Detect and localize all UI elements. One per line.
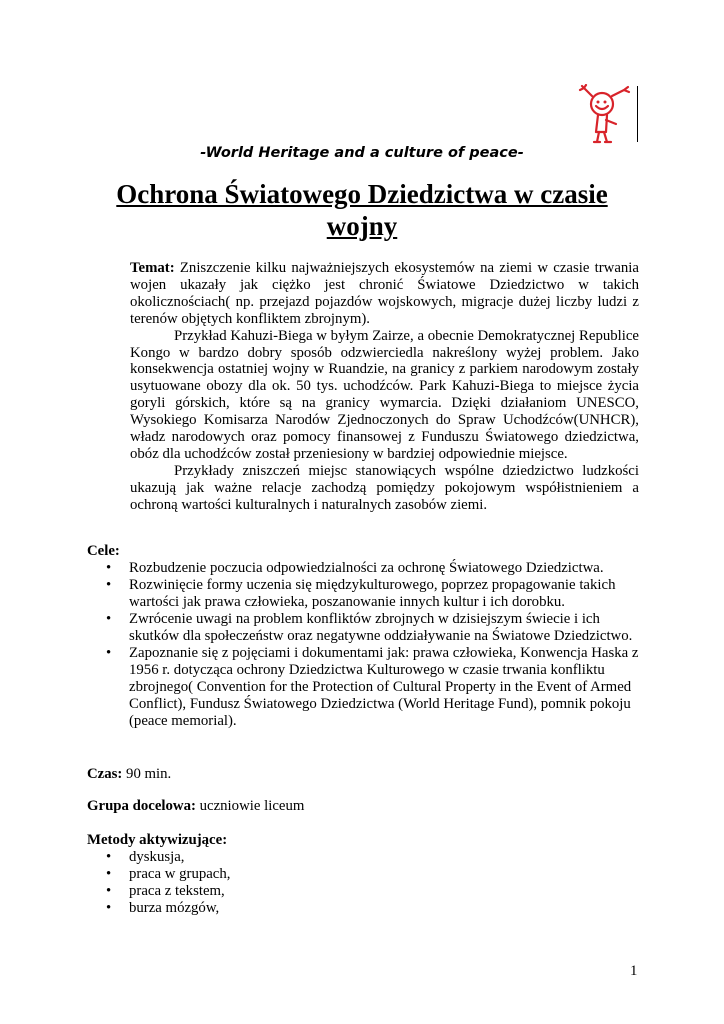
bullet-icon: • <box>106 577 112 593</box>
time-value: 90 min. <box>122 766 172 782</box>
bullet-icon: • <box>106 645 112 661</box>
list-item: • burza mózgów, <box>106 900 220 916</box>
list-item: • praca w grupach, <box>106 866 231 882</box>
goals-label: Cele: <box>87 543 120 559</box>
goals-list <box>87 560 647 730</box>
topic-paragraph-3: Przykłady zniszczeń miejsc stanowiących wspólne dziedzictwo ludzkości ukazują jak ważne relacje zachodzą pomiędzy pokojowym współistnieniem a ochroną wartości kulturalnych i naturalnych zasobów ziemi. <box>130 462 639 513</box>
target-group-value: uczniowie liceum <box>195 798 305 814</box>
page-number: 1 <box>630 963 638 979</box>
time-label: Czas: <box>87 766 123 782</box>
bullet-icon: • <box>106 866 112 882</box>
header-rule <box>637 86 638 142</box>
cartoon-figure-logo <box>574 84 640 144</box>
topic-paragraph-2: Przykład Kahuzi-Biega w byłym Zairze, a obecnie Demokratycznej Republice Kongo w bardzo dobry sposób odzwierciedla nakreślony wyżej problem. Jako konsekwencja ostatniej wojny w Ruandzie, na granicy z parkiem narodowym zostały usytuowane obozy dla ok. 50 tys. uchodźców. Park Kahuzi-Biega to miejsce życia goryli górskich, które są na granicy wymarcia. Dzięki działaniom UNESCO, Wysokiego Komisarza Narodów Zjednoczonych do Spraw Uchodźców(UNHCR), władz narodowych oraz pomocy finansowej z Funduszu Światowego dziedzictwa, obóz dla uchodźców został przeniesiony w bardziej odpowiednie miejsce. <box>130 327 639 462</box>
time-line <box>87 766 171 783</box>
bullet-icon: • <box>106 611 112 627</box>
topic-label: Temat: <box>130 260 175 276</box>
list-item: • Zwrócenie uwagi na problem konfliktów zbrojnych w dzisiejszym świecie i ich skutków dla społeczeństw oraz negatywne oddziaływanie na Światowe Dziedzictwo. <box>106 611 633 644</box>
subtitle: -World Heritage and a culture of peace- <box>200 145 524 161</box>
bullet-icon: • <box>106 560 112 576</box>
list-item: • Rozwinięcie formy uczenia się międzykulturowego, poprzez propagowanie takich wartości jak prawa człowieka, poszanowanie innych kultur i ich dorobku. <box>106 577 616 610</box>
bullet-icon: • <box>106 849 112 865</box>
topic-text: Zniszczenie kilku najważniejszych ekosystemów na ziemi w czasie trwania wojen ukazały jak ciężko jest chronić Światowe Dziedzictwo w takich okolicznościach( np. przejazd pojazdów wojskowych, migracje dużej liczby ludzi z terenów objętych konfliktem zbrojnym). <box>130 260 639 327</box>
topic-section <box>130 260 639 514</box>
bullet-icon: • <box>106 900 112 916</box>
methods-section <box>87 832 647 917</box>
methods-list <box>87 849 647 917</box>
goals-section <box>87 543 647 730</box>
topic-paragraph-1 <box>130 260 639 328</box>
target-group-line <box>87 798 304 815</box>
bullet-icon: • <box>106 883 112 899</box>
list-item: • Zapoznanie się z pojęciami i dokumentami jak: prawa człowieka, Konwencja Haska z 1956 r. dotycząca ochrony Dziedzictwa Kulturowego w czasie trwania konfliktu zbrojnego( Convention for the Protection of Cultural Property in the Event of Armed Conflict), Fundusz Światowego Dziedzictwa (World Heritage Fund), pomnik pokoju (peace memorial). <box>106 645 639 729</box>
list-item: • dyskusja, <box>106 849 185 865</box>
page-title: Ochrona Światowego Dziedzictwa w czasie wojny <box>116 179 608 241</box>
list-item: • praca z tekstem, <box>106 883 225 899</box>
list-item: • Rozbudzenie poczucia odpowiedzialności za ochronę Światowego Dziedzictwa. <box>106 560 604 576</box>
methods-label: Metody aktywizujące: <box>87 832 228 848</box>
target-group-label: Grupa docelowa: <box>87 798 196 814</box>
